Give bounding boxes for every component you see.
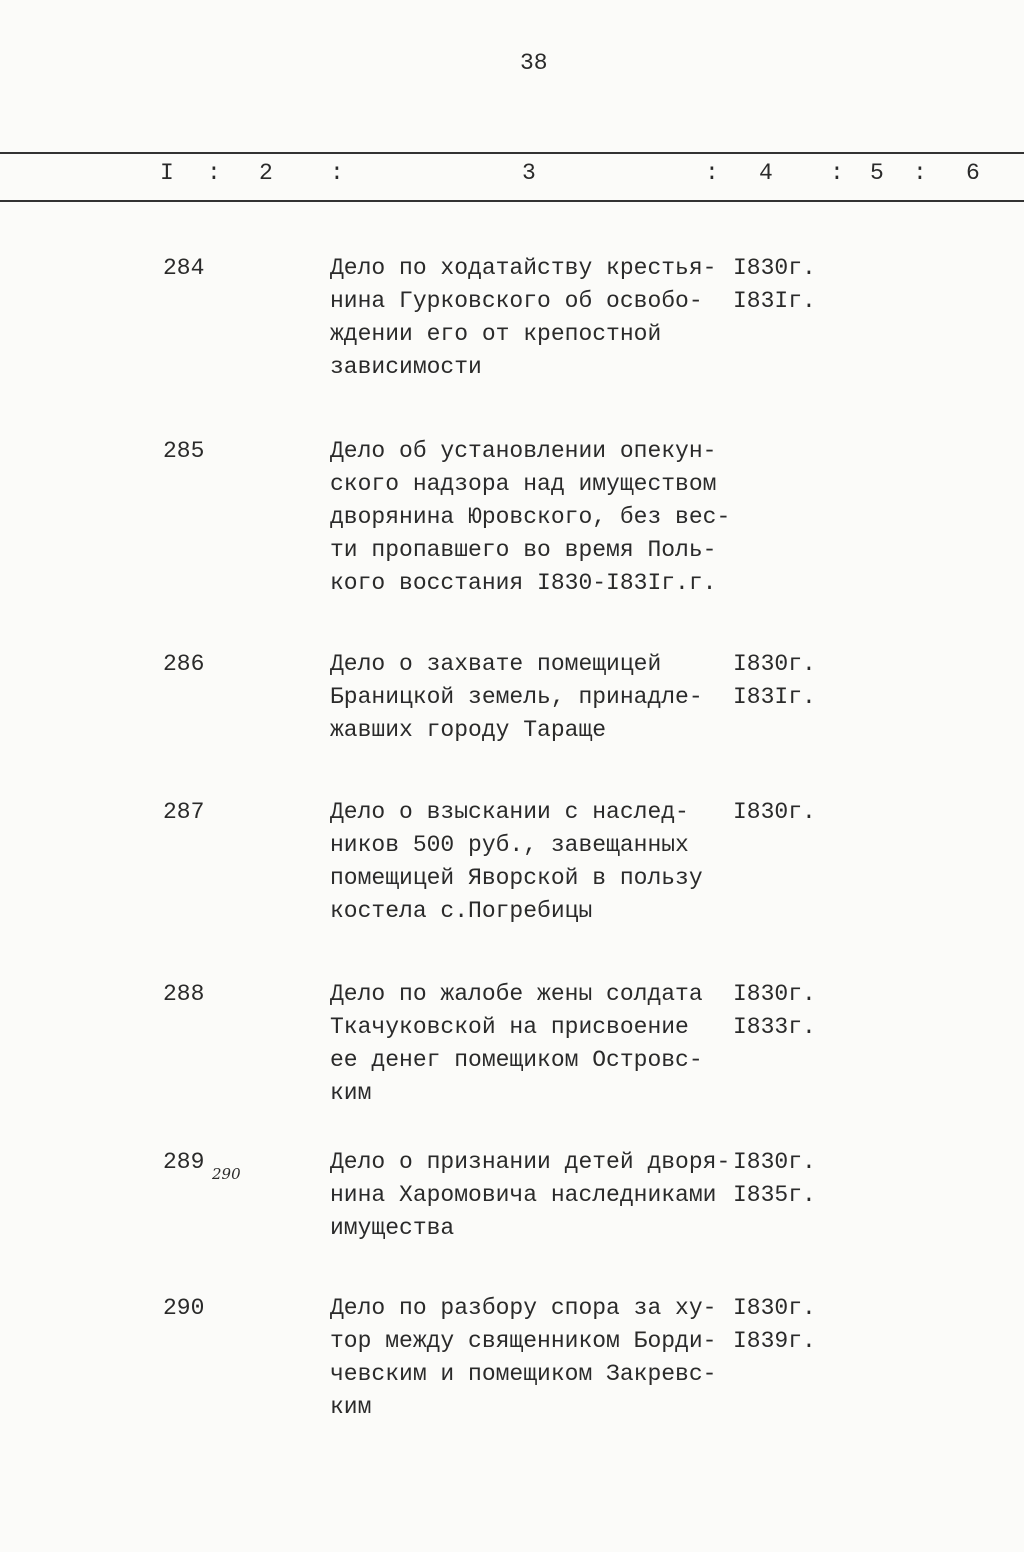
page-number: 38	[520, 50, 548, 76]
col-header-6: 6	[966, 160, 980, 186]
table-header-top-rule	[0, 152, 1024, 154]
entry-number: 286	[163, 651, 205, 677]
entry-number: 284	[163, 255, 205, 281]
entry-description	[330, 435, 730, 600]
description-line: ждении его от крепостной	[330, 321, 662, 347]
entry-description	[330, 252, 716, 384]
entry-number: 290	[163, 1295, 205, 1321]
entry-dates	[733, 796, 816, 829]
date: I83Iг.	[733, 288, 816, 314]
entry-description	[330, 978, 703, 1110]
entry-number: 289	[163, 1149, 205, 1175]
entry-description	[330, 1292, 716, 1424]
description-line: Дело об установлении опекун-	[330, 438, 717, 464]
table-header-bottom-rule	[0, 200, 1024, 202]
col-separator: :	[705, 160, 719, 186]
col-separator: :	[913, 160, 927, 186]
entry-number: 285	[163, 438, 205, 464]
description-line: ников 500 руб., завещанных	[330, 832, 689, 858]
description-line: ского надзора над имуществом	[330, 471, 717, 497]
date: I830г.	[733, 1149, 816, 1175]
description-line: дворянина Юровского, без вес-	[330, 504, 731, 530]
description-line: Ткачуковской на присвоение	[330, 1014, 689, 1040]
col-separator: :	[830, 160, 844, 186]
entry-dates	[733, 978, 816, 1044]
description-line: нина Гурковского об освобо-	[330, 288, 703, 314]
description-line: ким	[330, 1080, 372, 1106]
entry-dates	[733, 1292, 816, 1358]
entry-number: 287	[163, 799, 205, 825]
date: I830г.	[733, 255, 816, 281]
description-line: ее денег помещиком Островс-	[330, 1047, 703, 1073]
col-header-5: 5	[870, 160, 884, 186]
date: I83Iг.	[733, 684, 816, 710]
description-line: жавших городу Тараще	[330, 717, 607, 743]
entry-description	[330, 648, 703, 747]
handwritten-note: 290	[212, 1165, 241, 1183]
date: I830г.	[733, 1295, 816, 1321]
entry-number: 288	[163, 981, 205, 1007]
description-line: имущества	[330, 1215, 455, 1241]
entry-dates	[733, 1146, 816, 1212]
date: I830г.	[733, 981, 816, 1007]
description-line: кого восстания I830-I83Iг.г.	[330, 570, 717, 596]
col-header-3: 3	[522, 160, 536, 186]
description-line: нина Харомовича наследниками	[330, 1182, 717, 1208]
description-line: ким	[330, 1394, 372, 1420]
entry-dates	[733, 252, 816, 318]
col-separator: :	[207, 160, 221, 186]
col-separator: :	[330, 160, 344, 186]
description-line: ти пропавшего во время Поль-	[330, 537, 717, 563]
entry-description	[330, 1146, 730, 1245]
description-line: зависимости	[330, 354, 482, 380]
description-line: чевским и помещиком Закревс-	[330, 1361, 717, 1387]
description-line: костела с.Погребицы	[330, 898, 593, 924]
description-line: помещицей Яворской в пользу	[330, 865, 703, 891]
description-line: Дело по жалобе жены солдата	[330, 981, 703, 1007]
col-header-4: 4	[759, 160, 773, 186]
description-line: Дело о захвате помещицей	[330, 651, 662, 677]
description-line: Браницкой земель, принадле-	[330, 684, 703, 710]
date: I839г.	[733, 1328, 816, 1354]
description-line: тор между священником Борди-	[330, 1328, 717, 1354]
date: I830г.	[733, 799, 816, 825]
entry-dates	[733, 648, 816, 714]
description-line: Дело по разбору спора за ху-	[330, 1295, 717, 1321]
date: I835г.	[733, 1182, 816, 1208]
entry-description	[330, 796, 703, 928]
date: I833г.	[733, 1014, 816, 1040]
col-header-1: I	[160, 160, 174, 186]
col-header-2: 2	[259, 160, 273, 186]
description-line: Дело о взыскании с наслед-	[330, 799, 689, 825]
description-line: Дело по ходатайству крестья-	[330, 255, 717, 281]
description-line: Дело о признании детей дворя-	[330, 1149, 731, 1175]
date: I830г.	[733, 651, 816, 677]
